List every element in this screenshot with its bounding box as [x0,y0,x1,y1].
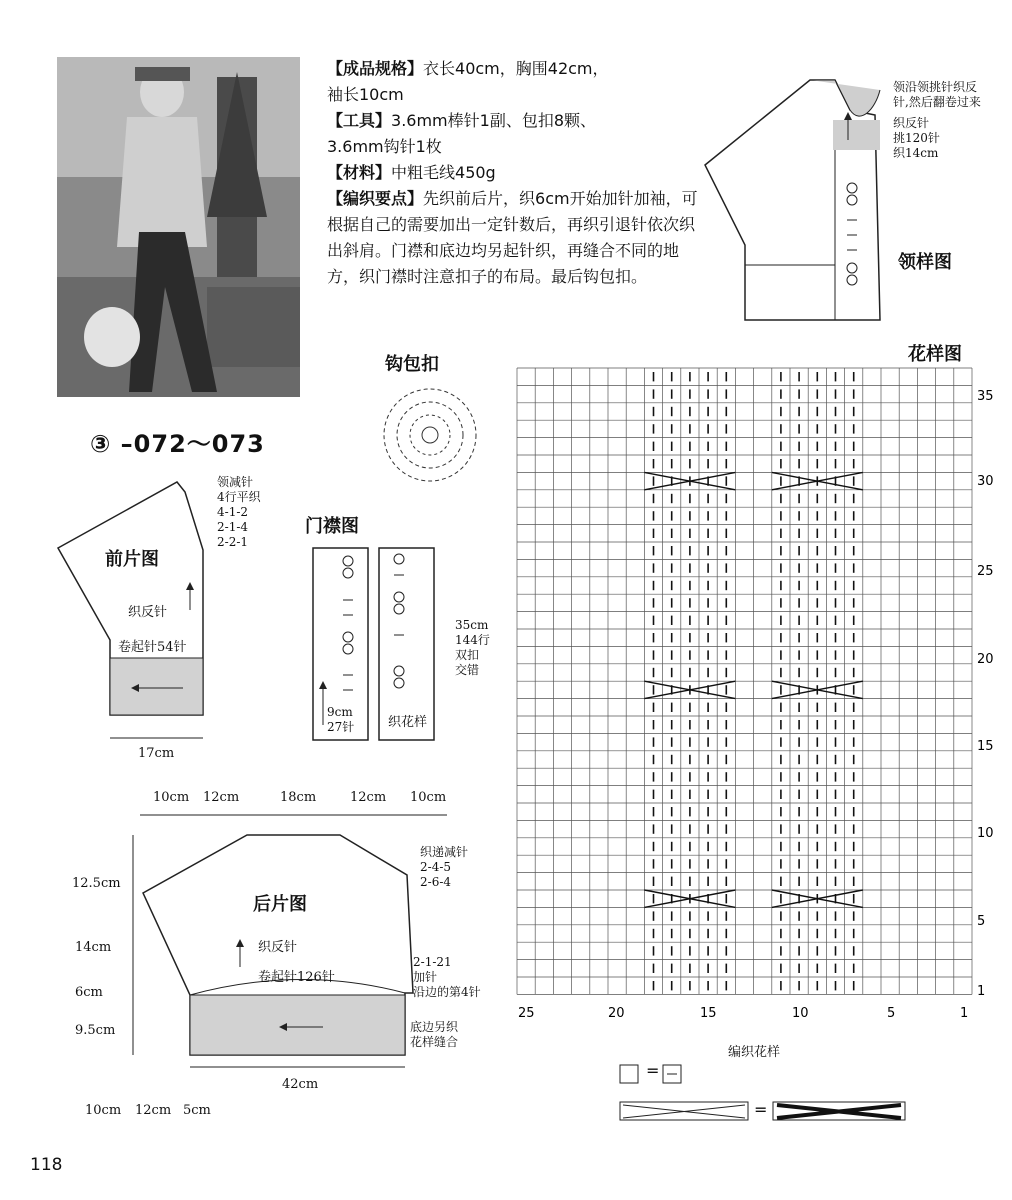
front-neck-4: 2-1-4 [217,520,249,534]
tools-label: 【工具】 [327,111,392,130]
col-label-15: 15 [700,1006,717,1021]
col-label-10: 10 [792,1006,809,1021]
placket-title: 门襟图 [305,516,359,537]
back-top-width-5: 10cm [410,790,447,805]
back-knit-label: 织反针 [258,940,298,955]
back-height-4: 9.5cm [75,1023,116,1038]
back-piece-diagram [125,805,455,1070]
collar-note [893,80,981,161]
col-label-25: 25 [518,1006,535,1021]
back-width-label: 42cm [282,1077,319,1092]
front-neck-5: 2-2-1 [217,535,249,549]
front-width-label: 17cm [138,746,175,761]
pattern-code: ③ –072～073 [90,430,265,458]
front-neck-3: 4-1-2 [217,505,249,519]
back-cast-label: 卷起针126针 [258,970,335,985]
placket-pattern-label: 织花样 [388,715,428,730]
back-top-width-2: 12cm [203,790,240,805]
points-label: 【编织要点】 [327,189,424,208]
back-height-1: 12.5cm [72,876,121,891]
back-inc-1: 2-1-21 [413,955,452,969]
legend-equals-1: = [646,1061,660,1080]
collar-note-5: 织14cm [893,146,939,160]
placket-w1: 9cm [327,705,353,719]
tools-text: 3.6mm棒针1副、包扣8颗、 [391,111,596,130]
row-label-35: 35 [977,389,994,404]
back-bottom-width-3: 5cm [183,1103,211,1118]
back-dec-notes [420,845,468,890]
placket-width-notes [327,705,354,735]
collar-note-4: 挑120针 [893,131,940,145]
back-dec-1: 织递减针 [420,845,469,859]
back-inc-notes [413,955,481,1000]
front-neck-notes [217,475,261,550]
model-photo [57,57,300,397]
collar-note-3: 织反针 [893,116,930,130]
collar-note-1: 领沿领挑针织反 [893,80,978,94]
back-inc-3: 沿边的第4针 [413,985,481,999]
front-title: 前片图 [105,549,159,570]
hook-button-diagram [375,385,485,495]
back-top-width-1: 10cm [153,790,190,805]
back-height-2: 14cm [75,940,112,955]
collar-note-2: 针,然后翻卷过来 [893,95,981,109]
material-label: 【材料】 [327,163,392,182]
hook-button-title: 钩包扣 [385,354,439,375]
back-title: 后片图 [253,894,307,915]
row-label-20: 20 [977,652,994,667]
points-text: 先织前后片，织6cm开始加针加袖，可根据自己的需要加出一定针数后，再织引退针依次织出斜肩。门襟和底边均另起针织，再缝合不同的地方，织门襟时注意扣子的布局。最后钩包扣。 [327,189,698,286]
placket-w2: 27针 [327,720,355,734]
size-label: 【成品规格】 [327,59,424,78]
page-number: 118 [30,1155,63,1175]
stitch-chart [512,365,1002,1025]
placket-h2: 144行 [455,633,490,647]
chart-legend [615,1060,915,1130]
front-cast-label: 卷起针54针 [118,640,187,655]
back-top-width-3: 18cm [280,790,317,805]
back-hem-2: 花样缝合 [410,1035,459,1049]
chart-title: 花样图 [908,344,962,365]
row-label-15: 15 [977,739,994,754]
back-top-width-4: 12cm [350,790,387,805]
back-dec-3: 2-6-4 [420,875,452,889]
material-text: 中粗毛线450g [391,163,496,182]
row-label-25: 25 [977,564,994,579]
back-hem-1: 底边另织 [410,1020,459,1034]
row-label-1: 1 [977,984,986,999]
row-label-30: 30 [977,474,994,489]
placket-h4: 交错 [455,663,480,677]
placket-h3: 双扣 [455,648,480,662]
back-hem-notes [410,1020,458,1050]
back-inc-2: 加针 [413,970,438,984]
front-knit-label: 织反针 [128,605,168,620]
chart-caption: 编织花样 [728,1045,781,1060]
back-dec-2: 2-4-5 [420,860,452,874]
col-label-5: 5 [887,1006,896,1021]
size-text-2: 袖长10cm [327,85,404,104]
size-text: 衣长40cm，胸围42cm， [423,59,609,78]
back-height-3: 6cm [75,985,103,1000]
row-label-10: 10 [977,826,994,841]
back-bottom-width-2: 12cm [135,1103,172,1118]
placket-h1: 35cm [455,618,489,632]
collar-title: 领样图 [898,252,952,273]
front-neck-1: 领减针 [217,475,254,489]
row-label-5: 5 [977,914,986,929]
chart-grid [517,368,972,994]
placket-height-notes [455,618,490,678]
legend-equals-2: = [754,1100,768,1119]
tools-text-2: 3.6mm钩针1枚 [327,137,442,156]
col-label-1: 1 [960,1006,969,1021]
spec-block [327,56,707,290]
col-label-20: 20 [608,1006,625,1021]
back-bottom-width-1: 10cm [85,1103,122,1118]
front-neck-2: 4行平织 [217,490,261,504]
